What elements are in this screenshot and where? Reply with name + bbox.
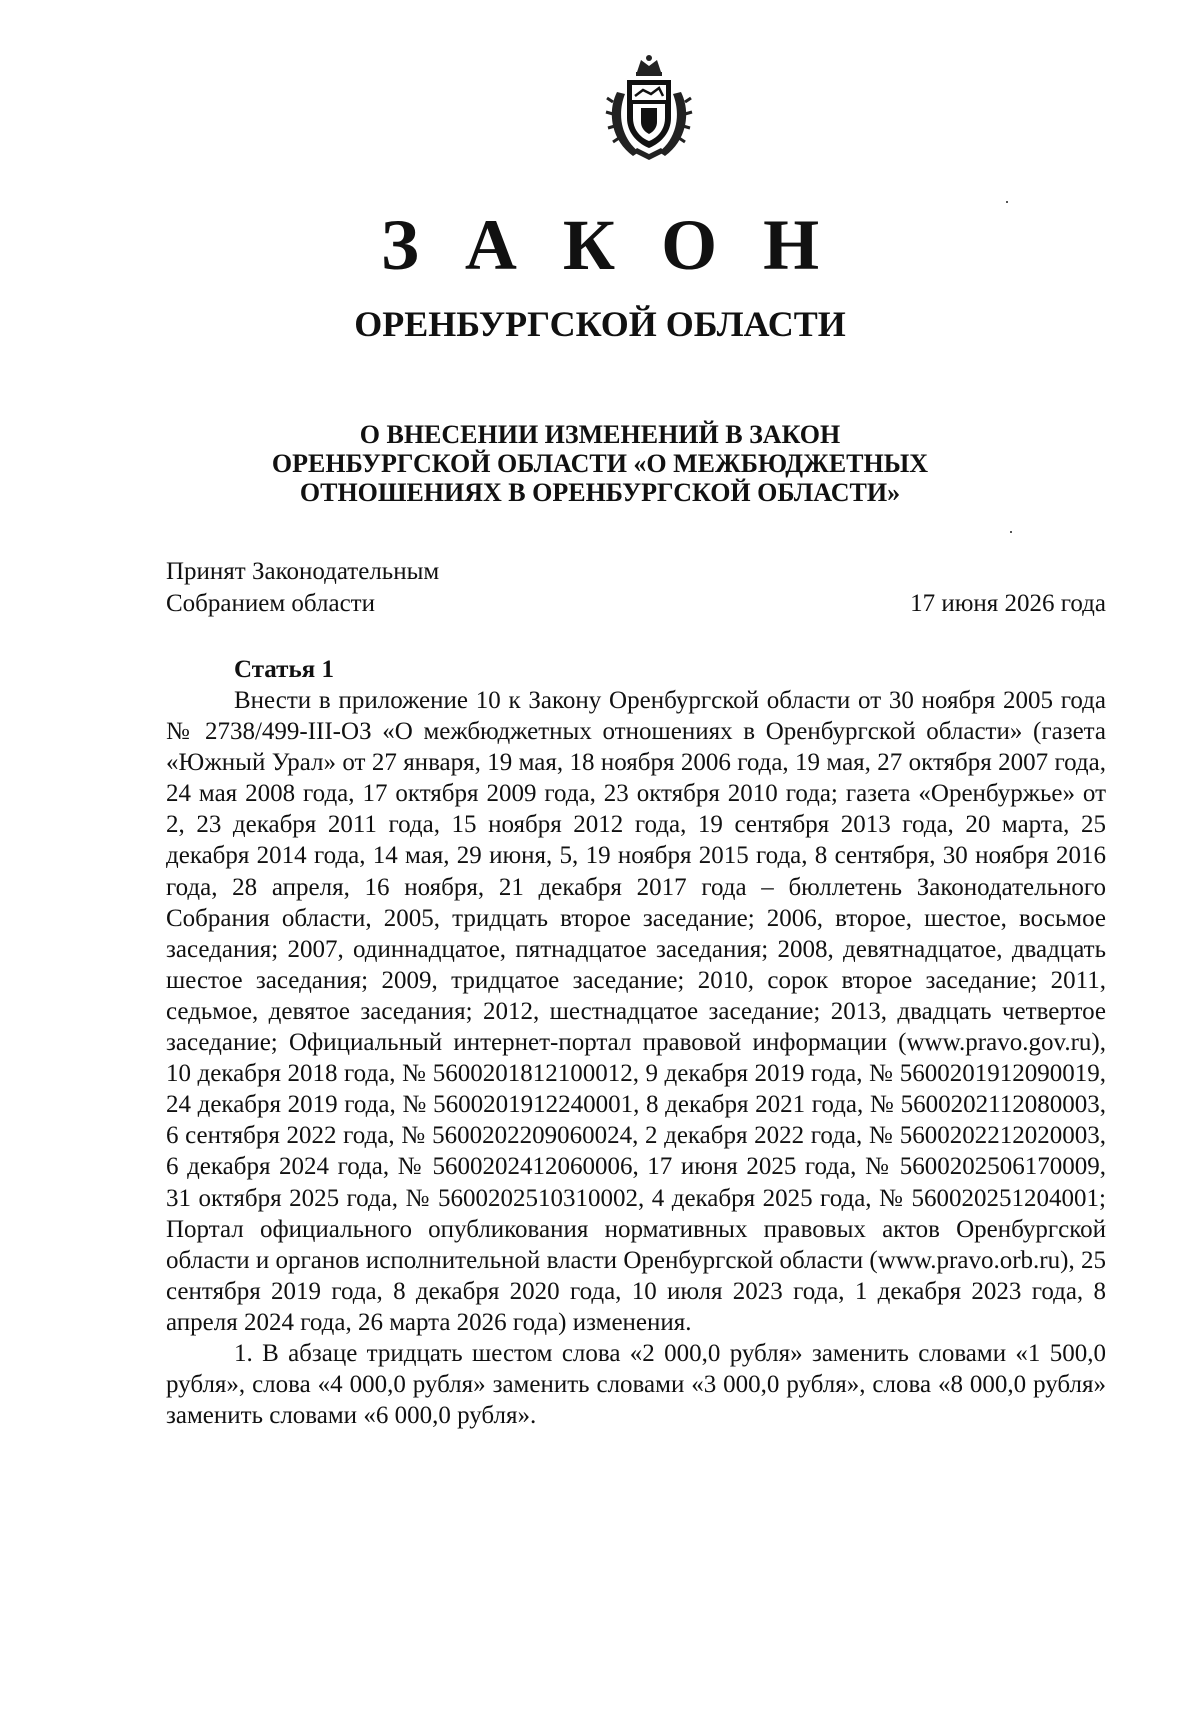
- article-paragraph: 1. В абзаце тридцать шестом слова «2 000,0 рубля» заменить словами «1 500,0 рубля», слова «4 000,0 рубля» заменить словами «3 000,0 рубля», слова «8 000,0 рубля» заменить словами «6 000,0 рубля».: [166, 1339, 1106, 1430]
- article-paragraph: Внести в приложение 10 к Закону Оренбургской области от 30 ноября 2005 года № 2738/499-III-ОЗ «О межбюджетных отношениях в Оренбургской области» (газета «Южный Урал» от 27 января, 19 мая, 18 ноября 2006 года, 19 мая, 27 октября 2007 года, 24 мая 2008 года, 17 октября 2009 года, 23 октября 2010 года; газета «Оренбуржье» от 2, 23 декабря 2011 года, 15 ноября 2012 года, 19 сентября 2013 года, 20 марта, 25 декабря 2014 года, 14 мая, 29 июня, 5, 19 ноября 2015 года, 8 сентября, 30 ноября 2016 года, 28 апреля, 16 ноября, 21 декабря 2017 года – бюллетень Законодательного Собрания области, 2005, тридцать второе заседание; 2006, второе, шестое, восьмое заседания; 2007, одиннадцатое, пятнадцатое заседания; 2008, девятнадцатое, двадцать шестое заседания; 2009, тридцатое заседание; 2010, сорок второе заседание; 2011, седьмое, девятое заседания; 2012, шестнадцатое заседание; 2013, двадцать четвертое заседание; Официальный интернет-портал правовой информации (www.pravo.gov.ru), 10 декабря 2018 года, № 5600201812100012, 9 декабря 2019 года, № 5600201912090019, 24 декабря 2019 года, № 5600201912240001, 8 декабря 2021 года, № 5600202112080003, 6 сентября 2022 года, № 5600202209060024, 2 декабря 2022 года, № 5600202212020003, 6 декабря 2024 года, № 5600202412060006, 17 июня 2025 года, № 5600202506170009, 31 октября 2025 года, № 5600202510310002, 4 декабря 2025 года, № 560020251204001; Портал официального опубликования нормативных правовых актов Оренбургской области и органов исполнительной власти Оренбургской области (www.pravo.orb.ru), 25 сентября 2019 года, 8 декабря 2020 года, 10 июля 2023 года, 1 декабря 2023 года, 8 апреля 2024 года, 26 марта 2026 года) изменения.: [166, 687, 1106, 1336]
- adoption-line: Принят Законодательным: [166, 558, 440, 585]
- law-heading-line: О ВНЕСЕНИИ ИЗМЕНЕНИЙ В ЗАКОН: [359, 420, 841, 449]
- law-heading-line: ОРЕНБУРГСКОЙ ОБЛАСТИ «О МЕЖБЮДЖЕТНЫХ: [271, 449, 929, 478]
- adoption-date: 17 июня 2026 года: [910, 590, 1106, 617]
- scan-speck: [1006, 201, 1008, 203]
- adoption-line: Собранием области: [166, 590, 375, 617]
- law-heading-line: ОТНОШЕНИЯХ В ОРЕНБУРГСКОЙ ОБЛАСТИ»: [299, 478, 901, 507]
- oblast-coat-of-arms-icon: [603, 52, 695, 162]
- scan-speck: [1010, 531, 1012, 533]
- document-title: З А К О Н: [380, 205, 834, 285]
- adoption-block: [166, 556, 1106, 620]
- article-body: [166, 685, 1106, 1431]
- law-heading: [0, 420, 1200, 507]
- document-subtitle: ОРЕНБУРГСКОЙ ОБЛАСТИ: [354, 304, 846, 344]
- article-title: Статья 1: [234, 656, 334, 683]
